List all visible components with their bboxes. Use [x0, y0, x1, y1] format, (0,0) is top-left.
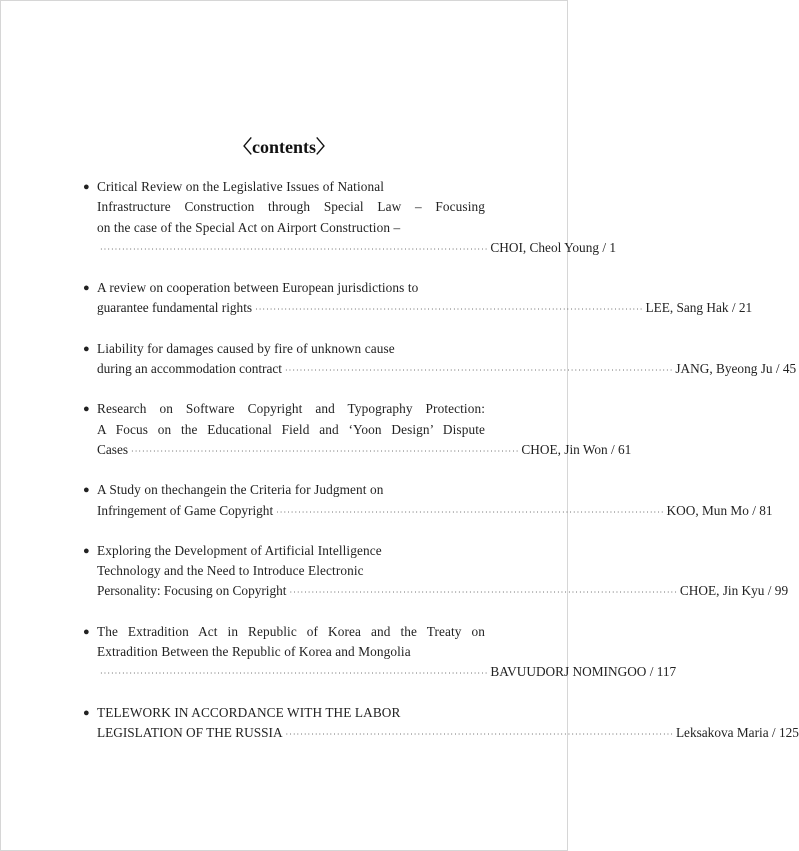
toc-entry[interactable] — [83, 480, 773, 523]
toc-entry[interactable] — [83, 622, 677, 685]
entry-leader-line — [97, 662, 677, 684]
entry-title-tail: during an accommodation contract — [97, 361, 282, 377]
entry-title-line: on the case of the Special Act on Airport Construction – — [97, 219, 401, 235]
dot-leader: ·········································································································· — [100, 244, 489, 254]
dot-leader: ·········································································································· — [276, 507, 665, 517]
entry-author-page: CHOE, Jin Won / 61 — [521, 441, 632, 457]
toc-entry[interactable] — [83, 339, 797, 382]
entry-title-line: TELEWORK IN ACCORDANCE WITH THE LABOR — [97, 704, 401, 720]
dot-leader: ·········································································································· — [100, 669, 489, 679]
bullet-icon: ● — [83, 282, 90, 295]
entry-title-line: Exploring the Development of Artificial Intelligence — [97, 542, 382, 558]
entry-title-tail: guarantee fundamental rights — [97, 300, 253, 316]
entry-title-line: Critical Review on the Legislative Issues of National — [97, 179, 385, 194]
entry-leader-line — [97, 298, 753, 320]
entry-leader-line — [97, 723, 799, 745]
entry-author-page: CHOE, Jin Kyu / 99 — [679, 583, 789, 599]
toc-entry[interactable] — [83, 399, 632, 462]
dot-leader: ·········································································································· — [284, 366, 674, 376]
toc-entry[interactable] — [83, 541, 789, 604]
entry-title-tail: LEGISLATION OF THE RUSSIA — [97, 724, 283, 740]
table-of-contents — [83, 177, 799, 763]
bullet-icon: ● — [83, 706, 90, 719]
entry-author-page: CHOI, Cheol Young / 1 — [490, 239, 616, 255]
entry-leader-line — [97, 501, 773, 523]
entry-title-line: Research on Software Copyright and Typography Protection: — [97, 401, 485, 417]
bullet-icon: ● — [83, 403, 90, 416]
bullet-icon: ● — [83, 544, 90, 557]
entry-author-page: LEE, Sang Hak / 21 — [645, 300, 753, 316]
bullet-icon: ● — [83, 342, 90, 355]
bullet-icon: ● — [83, 181, 90, 193]
entry-title-tail: Cases — [97, 441, 129, 457]
dot-leader: ·········································································································· — [289, 588, 678, 598]
entry-author-page: JANG, Byeong Ju / 45 — [675, 361, 797, 377]
entry-title-line: Liability for damages caused by fire of unknown cause — [97, 340, 395, 356]
toc-entry[interactable] — [83, 177, 616, 260]
entry-title-line: The Extradition Act in Republic of Korea and the Treaty on — [97, 623, 485, 639]
entry-title-line: A review on cooperation between European jurisdictions to — [97, 280, 419, 296]
entry-title-line: Technology and the Need to Introduce Electronic — [97, 563, 364, 579]
toc-entry[interactable] — [83, 703, 799, 746]
dot-leader: ·········································································································· — [255, 305, 644, 315]
entry-title-line: Extradition Between the Republic of Korea and Mongolia — [97, 644, 411, 660]
dot-leader: ·········································································································· — [285, 729, 674, 739]
entry-author-page: Leksakova Maria / 125 — [675, 724, 799, 740]
dot-leader: ·········································································································· — [131, 446, 520, 456]
entry-author-page: KOO, Mun Mo / 81 — [666, 502, 773, 518]
entry-leader-line — [97, 581, 789, 603]
entry-author-page: BAVUUDORJ NOMINGOO / 117 — [490, 664, 677, 680]
entry-leader-line — [97, 440, 632, 462]
bullet-icon: ● — [83, 625, 90, 638]
entry-leader-line — [97, 359, 797, 381]
bullet-icon: ● — [83, 484, 90, 497]
contents-title: 〈contents〉 — [234, 137, 334, 157]
entry-leader-line — [97, 238, 616, 260]
entry-title-tail: Infringement of Game Copyright — [97, 502, 274, 518]
entry-title-line: A Study on thechangein the Criteria for Judgment on — [97, 482, 384, 498]
entry-title-tail: Personality: Focusing on Copyright — [97, 583, 287, 599]
toc-entry[interactable] — [83, 278, 753, 321]
entry-title-line: A Focus on the Educational Field and ‘Yoon Design’ Dispute — [97, 421, 485, 437]
entry-title-line: Infrastructure Construction through Special Law – Focusing — [97, 199, 485, 215]
